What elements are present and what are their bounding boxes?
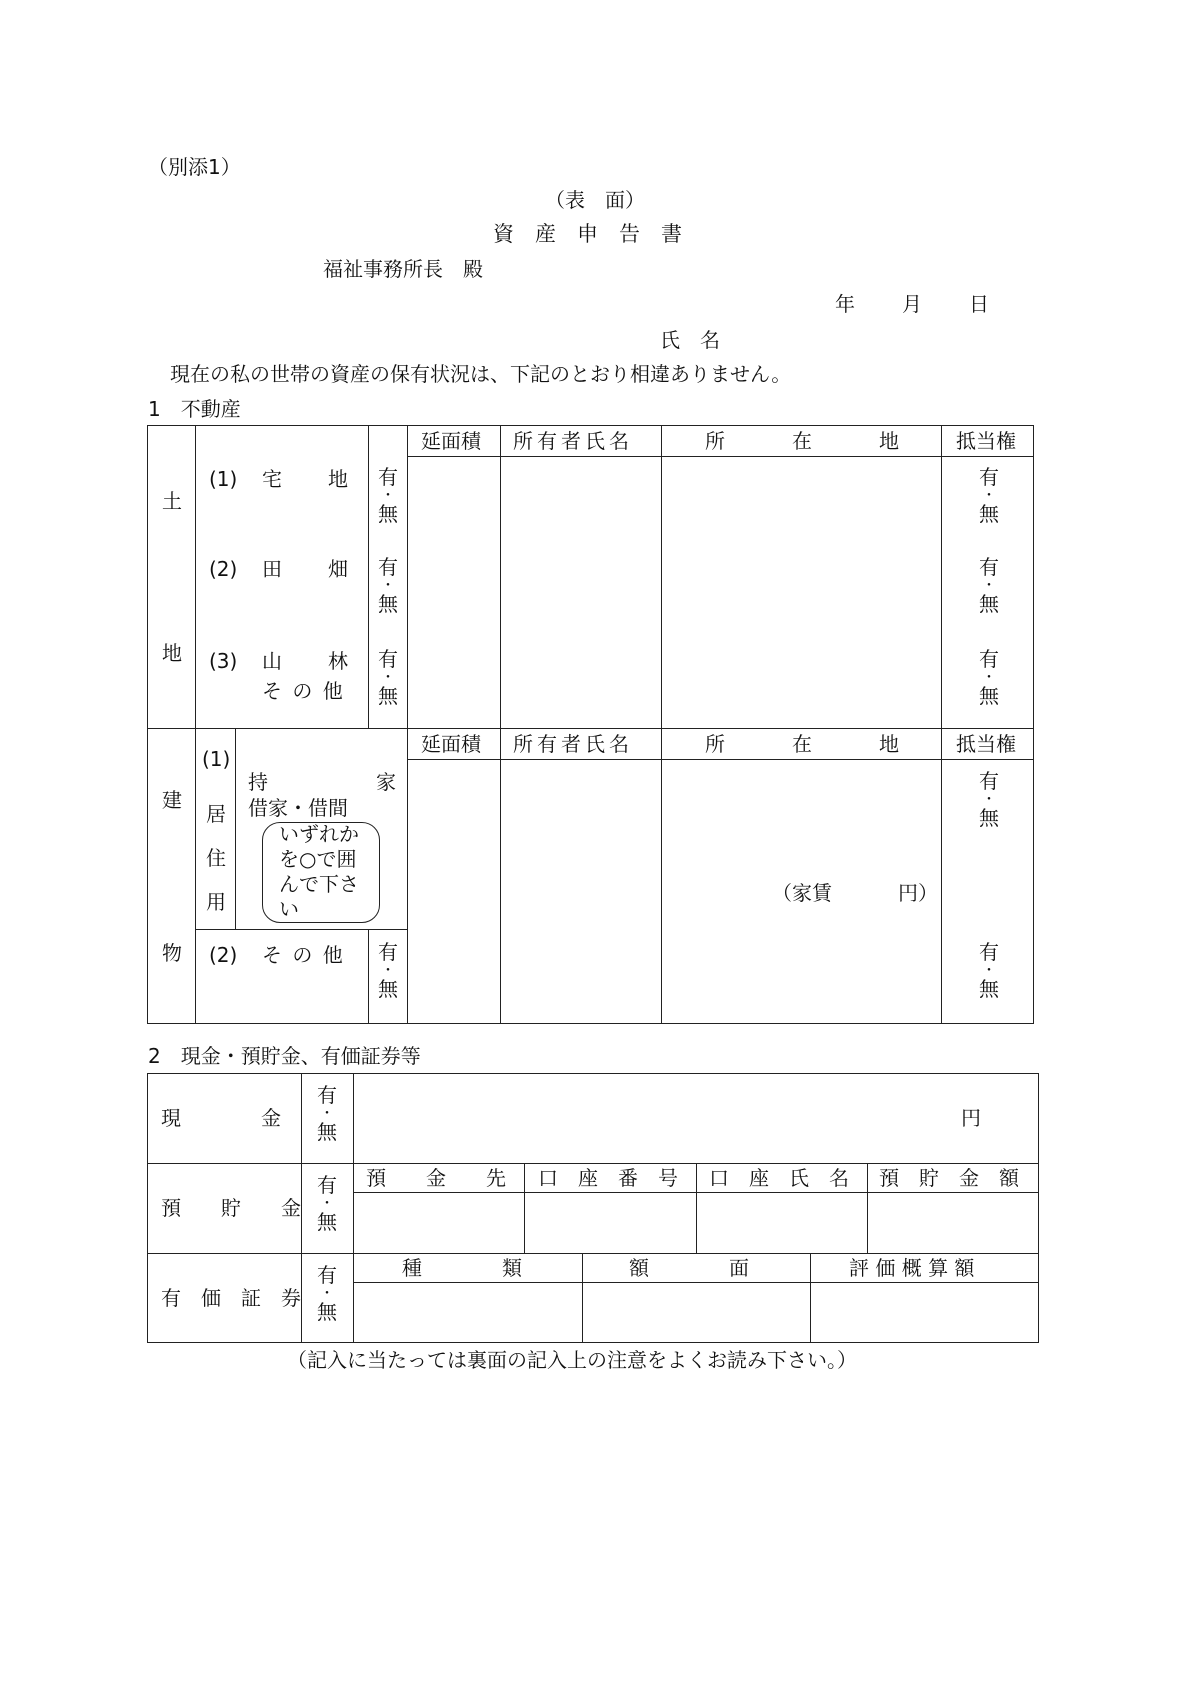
date-year: 年 xyxy=(835,292,855,316)
divider xyxy=(301,1073,302,1343)
name-label: 氏 名 xyxy=(660,328,720,352)
divider xyxy=(195,425,196,1024)
header-owner: 所有者氏名 xyxy=(513,429,633,453)
residence-label: 用 xyxy=(206,890,226,914)
residence-label: 居 xyxy=(206,802,226,826)
divider xyxy=(407,759,1034,760)
yen-label: 円 xyxy=(961,1106,981,1130)
land-label-top: 土 xyxy=(162,489,182,513)
mortgage-yes-no[interactable]: 有 ・ 無 xyxy=(979,769,999,830)
header-location-2: 在 xyxy=(792,732,812,756)
divider xyxy=(368,425,369,729)
divider xyxy=(353,1073,354,1343)
mortgage-yes-no[interactable]: 有 ・ 無 xyxy=(979,940,999,1001)
cash-label: 現 金 xyxy=(161,1106,281,1130)
securities-label: 有 価 証 券 xyxy=(161,1286,301,1310)
header-area: 延面積 xyxy=(421,732,481,756)
section1-heading: 1 不動産 xyxy=(148,397,241,421)
land-row-number: (3) xyxy=(209,649,238,673)
divider xyxy=(147,728,1034,729)
residence-number: (1) xyxy=(202,747,231,771)
side-label: （表 面） xyxy=(545,188,645,212)
divider xyxy=(867,1163,868,1253)
date-day: 日 xyxy=(969,292,989,316)
divider xyxy=(941,425,942,1024)
land-row-label: 林 xyxy=(328,649,348,673)
rented-house-label[interactable]: 借家・借間 xyxy=(248,796,348,820)
yes-no-mark[interactable]: 有 ・ 無 xyxy=(317,1173,337,1234)
yes-no-mark[interactable]: 有 ・ 無 xyxy=(378,940,398,1001)
rent-unit: 円） xyxy=(898,881,938,905)
deposit-header-account-name: 口 座 氏 名 xyxy=(709,1166,849,1190)
document-title: 資 産 申 告 書 xyxy=(493,222,682,246)
land-row-number: (1) xyxy=(209,467,238,491)
header-location-3: 地 xyxy=(879,429,899,453)
divider xyxy=(524,1163,525,1253)
real-estate-table xyxy=(147,425,1034,1024)
addressee: 福祉事務所長 殿 xyxy=(323,257,483,281)
header-mortgage: 抵当権 xyxy=(956,732,1016,756)
divider xyxy=(810,1253,811,1343)
mortgage-yes-no[interactable]: 有 ・ 無 xyxy=(979,555,999,616)
land-row-label: 宅 xyxy=(262,467,282,491)
land-row-sublabel: そ の 他 xyxy=(262,679,345,703)
footer-note: （記入に当たっては裏面の記入上の注意をよくお読み下さい。） xyxy=(287,1348,857,1372)
header-owner: 所有者氏名 xyxy=(513,732,633,756)
attachment-label: （別添1） xyxy=(148,155,241,179)
yes-no-mark[interactable]: 有 ・ 無 xyxy=(378,465,398,526)
deposit-label: 預 貯 金 xyxy=(161,1196,301,1220)
securities-header-face-value: 額 面 xyxy=(629,1256,749,1280)
yes-no-mark[interactable]: 有 ・ 無 xyxy=(378,647,398,708)
land-label-bottom: 地 xyxy=(162,641,182,665)
land-row-label: 地 xyxy=(328,467,348,491)
divider xyxy=(582,1253,583,1343)
yes-no-mark[interactable]: 有 ・ 無 xyxy=(378,555,398,616)
yes-no-mark[interactable]: 有 ・ 無 xyxy=(317,1263,337,1324)
own-house-label[interactable]: 家 xyxy=(376,770,396,794)
mortgage-yes-no[interactable]: 有 ・ 無 xyxy=(979,647,999,708)
intro-text: 現在の私の世帯の資産の保有状況は、下記のとおり相違ありません。 xyxy=(170,362,792,386)
header-location-1: 所 xyxy=(705,732,725,756)
divider xyxy=(500,425,501,1024)
divider xyxy=(696,1163,697,1253)
divider xyxy=(368,929,369,1024)
building-label-top: 建 xyxy=(162,788,182,812)
other-building-label: そ の 他 xyxy=(262,943,345,967)
deposit-header-account-number: 口 座 番 号 xyxy=(538,1166,678,1190)
divider xyxy=(407,456,1034,457)
divider xyxy=(407,425,408,1024)
land-row-number: (2) xyxy=(209,557,238,581)
rent-label: （家賃 xyxy=(772,881,832,905)
divider xyxy=(353,1282,1039,1283)
other-building-number: (2) xyxy=(209,943,238,967)
divider xyxy=(661,425,662,1024)
land-row-label: 田 xyxy=(262,557,282,581)
land-row-label: 畑 xyxy=(328,557,348,581)
header-area: 延面積 xyxy=(421,429,481,453)
securities-header-estimated-value: 評 価 概 算 額 xyxy=(849,1256,975,1280)
deposit-header-bank: 預 金 先 xyxy=(366,1166,506,1190)
building-label-bottom: 物 xyxy=(162,941,182,965)
header-location-2: 在 xyxy=(792,429,812,453)
divider xyxy=(235,729,236,929)
securities-header-type: 種 類 xyxy=(402,1256,522,1280)
divider xyxy=(147,1163,1039,1164)
header-location-3: 地 xyxy=(879,732,899,756)
yes-no-mark[interactable]: 有 ・ 無 xyxy=(317,1083,337,1144)
header-location-1: 所 xyxy=(705,429,725,453)
mortgage-yes-no[interactable]: 有 ・ 無 xyxy=(979,465,999,526)
header-mortgage: 抵当権 xyxy=(956,429,1016,453)
residence-label: 住 xyxy=(206,846,226,870)
land-row-label: 山 xyxy=(262,649,282,673)
deposit-header-amount: 預 貯 金 額 xyxy=(879,1166,1019,1190)
section2-heading: 2 現金・預貯金、有価証券等 xyxy=(148,1044,421,1068)
divider xyxy=(147,1253,1039,1254)
instruction-note: いずれかを○で囲んで下さい xyxy=(279,822,359,921)
divider xyxy=(195,929,407,930)
own-house-label[interactable]: 持 xyxy=(248,770,268,794)
date-month: 月 xyxy=(902,292,922,316)
